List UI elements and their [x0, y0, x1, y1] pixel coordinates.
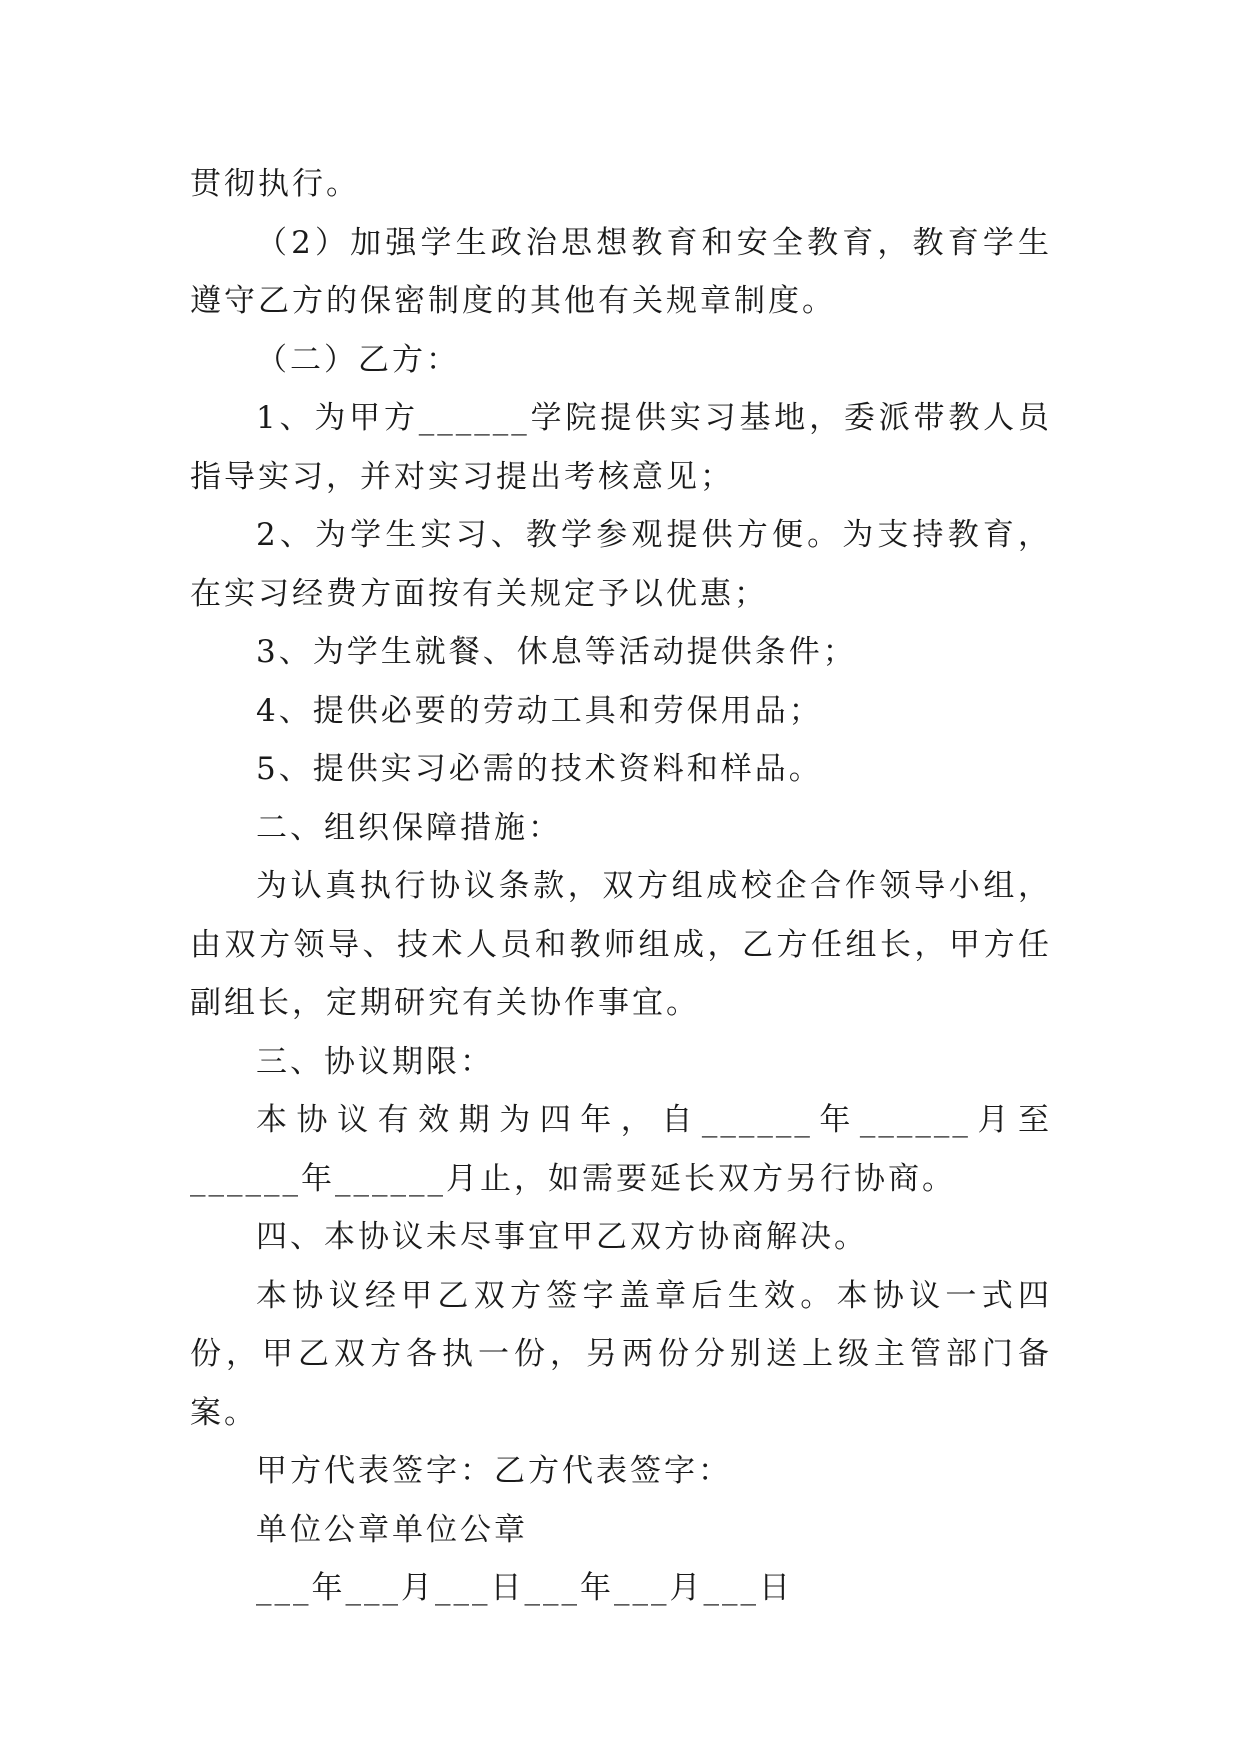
paragraph-unresolved-matters: 四、本协议未尽事宜甲乙双方协商解决。 — [256, 1219, 868, 1255]
paragraph-term: 本协议有效期为四年，自______年______月至______年______月止，如需要延长双方另行协商。 — [190, 1102, 1052, 1197]
paragraph-party-b-item-1: 1、为甲方______学院提供实习基地，委派带教人员指导实习，并对实习提出考核意见； — [190, 400, 1052, 495]
paragraph-continuation: 贯彻执行。 — [190, 166, 360, 202]
signature-line: 甲方代表签字：乙方代表签字： — [256, 1453, 732, 1489]
paragraph-party-b-item-2: 2、为学生实习、教学参观提供方便。为支持教育，在实习经费方面按有关规定予以优惠； — [190, 517, 1052, 612]
section-heading-organization: 二、组织保障措施： — [256, 809, 562, 846]
paragraph-item-2-political-education: （2）加强学生政治思想教育和安全教育，教育学生遵守乙方的保密制度的其他有关规章制度。 — [190, 224, 1052, 319]
paragraph-party-b-item-4: 4、提供必要的劳动工具和劳保用品； — [256, 692, 823, 729]
section-heading-party-b: （二）乙方： — [256, 341, 460, 378]
paragraph-party-b-item-5: 5、提供实习必需的技术资料和样品。 — [256, 751, 823, 787]
paragraph-effectiveness: 本协议经甲乙双方签字盖章后生效。本协议一式四份，甲乙双方各执一份，另两份分别送上级主管部门备案。 — [190, 1277, 1052, 1431]
paragraph-organization: 为认真执行协议条款，双方组成校企合作领导小组，由双方领导、技术人员和教师组成，乙方任组长，甲方任副组长，定期研究有关协作事宜。 — [190, 868, 1052, 1021]
seal-line: 单位公章单位公章 — [256, 1511, 528, 1548]
section-heading-term: 三、协议期限： — [256, 1043, 494, 1080]
document-body — [190, 155, 1052, 1618]
date-line: ___年___月___日___年___月___日 — [256, 1570, 793, 1606]
paragraph-party-b-item-3: 3、为学生就餐、休息等活动提供条件； — [256, 634, 857, 670]
